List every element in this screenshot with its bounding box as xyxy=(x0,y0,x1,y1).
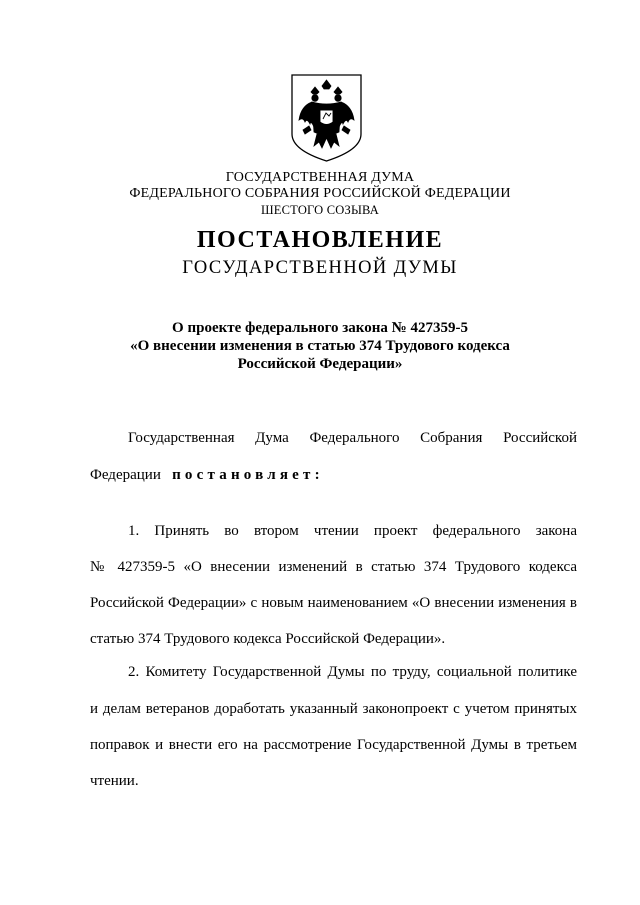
convocation-line: ШЕСТОГО СОЗЫВА xyxy=(260,203,380,217)
paragraph-2-line-3: поправок и внести его на рассмотрение Государственной Думы в третьем xyxy=(90,737,577,753)
document-type-subtitle: ГОСУДАРСТВЕННОЙ ДУМЫ xyxy=(182,258,458,278)
preamble-line-2 xyxy=(90,467,577,484)
subject-line-2: «О внесении изменения в статью 374 Трудового кодекса xyxy=(130,338,510,354)
preamble-prefix: Федерации xyxy=(90,467,161,483)
coat-of-arms-emblem xyxy=(289,72,364,164)
paragraph-2-line-4: чтении. xyxy=(90,773,139,789)
org-name-line-2: ФЕДЕРАЛЬНОГО СОБРАНИЯ РОССИЙСКОЙ ФЕДЕРАЦИИ xyxy=(129,186,511,201)
paragraph-2-line-2: и делам ветеранов доработать указанный законопроект с учетом принятых xyxy=(90,701,577,717)
paragraph-2-line-1: 2. Комитету Государственной Думы по труду, социальной политике xyxy=(128,664,577,680)
paragraph-1-line-4: статью 374 Трудового кодекса Российской Федерации». xyxy=(90,631,446,647)
paragraph-1-line-1: 1. Принять во втором чтении проект федерального закона xyxy=(128,523,577,539)
subject-line-1: О проекте федерального закона № 427359-5 xyxy=(172,320,468,336)
document-type-title: ПОСТАНОВЛЕНИЕ xyxy=(196,227,444,253)
org-name-line-1: ГОСУДАРСТВЕННАЯ ДУМА xyxy=(225,170,415,185)
paragraph-1-line-2: № 427359-5 «О внесении изменений в статью 374 Трудового кодекса xyxy=(90,559,577,575)
preamble-line-1: Государственная Дума Федерального Собрания Российской xyxy=(128,430,577,446)
paragraph-1-line-3: Российской Федерации» с новым наименованием «О внесении изменения в xyxy=(90,595,577,611)
subject-line-3: Российской Федерации» xyxy=(237,356,403,372)
resolution-verb: постановляет: xyxy=(172,467,324,483)
